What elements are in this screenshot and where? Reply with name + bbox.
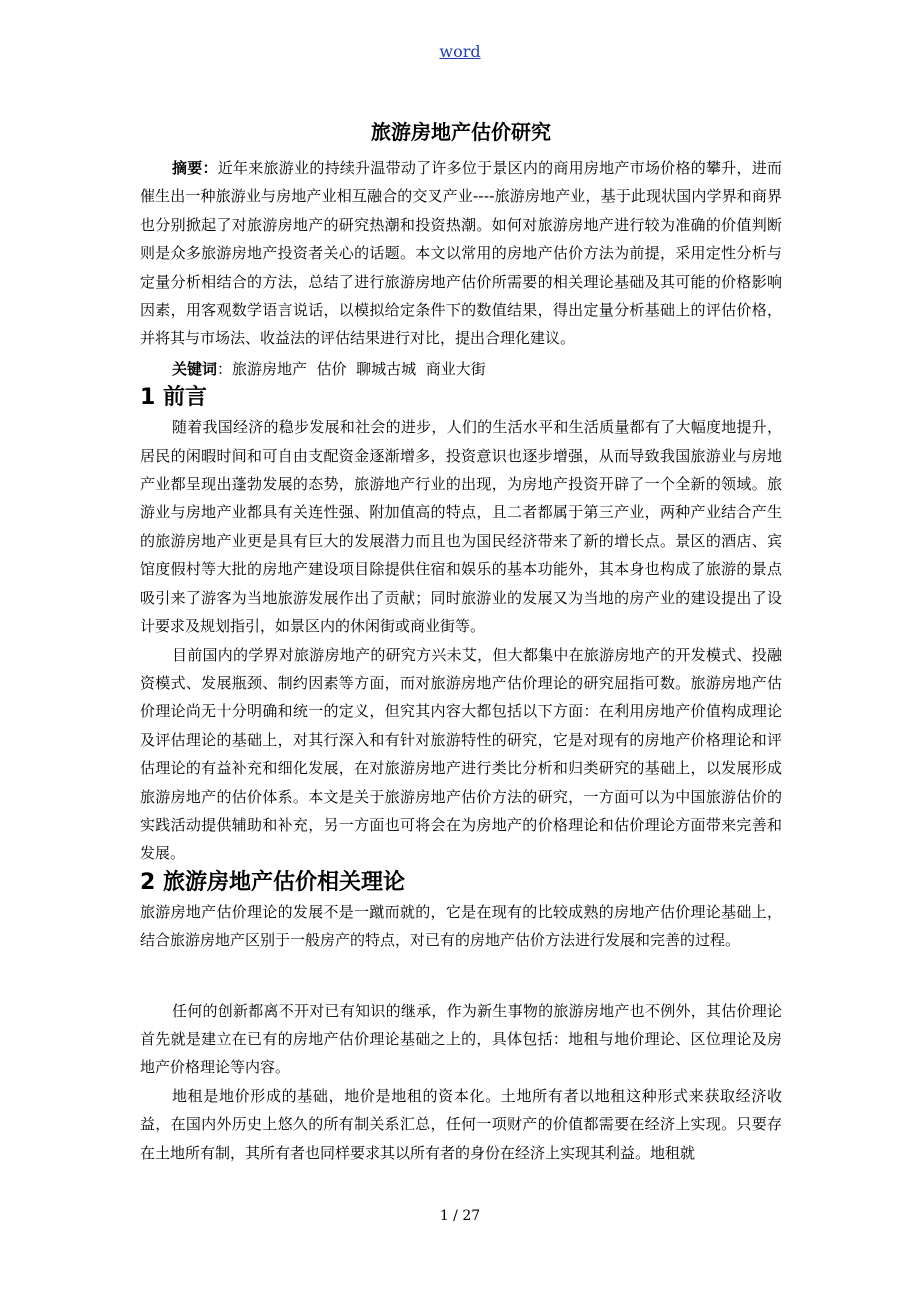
keyword-item: 聊城古城 <box>356 359 417 378</box>
section1-paragraph: 目前国内的学界对旅游房地产的研究方兴未艾，但大都集中在旅游房地产的开发模式、投融资模式、发展瓶颈、制约因素等方面，而对旅游房地产估价理论的研究屈指可数。旅游房地产估价理论尚无十分明确和统一的定义，但究其内容大都包括以下方面：在利用房地产价值构成理论及评估理论的基础上，对其行深入和有针对旅游特性的研究，它是对现有的房地产价格理论和评估理论的有益补充和细化发展，在对旅游房地产进行类比分析和归类研究的基础上，以发展形成旅游房地产的估价体系。本文是关于旅游房地产估价方法的研究，一方面可以为中国旅游估价的实践活动提供辅助和补充，另一方面也可将会在为房地产的价格理论和估价理论方面带来完善和发展。 <box>140 645 782 863</box>
keyword-item: 旅游房地产 <box>232 359 308 378</box>
abstract-paragraph <box>140 154 782 353</box>
keyword-item: 商业大街 <box>425 359 486 378</box>
section1-paragraph: 随着我国经济的稳步发展和社会的进步，人们的生活水平和生活质量都有了大幅度地提升，居民的闲暇时间和可自由支配资金逐渐增多，投资意识也逐步增强，从而导致我国旅游业与房地产业都呈现出蓬勃发展的态势，旅游地产行业的出现，为房地产投资开辟了一个全新的领域。旅游业与房地产业都具有关连性强、附加值高的特点，且二者都属于第三产业，两种产业结合产生的旅游房地产业更是具有巨大的发展潜力而且也为国民经济带来了新的增长点。景区的酒店、宾馆度假村等大批的房地产建设项目除提供住宿和娱乐的基本功能外，其本身也构成了旅游的景点吸引来了游客为当地旅游发展作出了贡献；同时旅游业的发展又为当地的房产业的建设提出了设计要求及规划指引，如景区内的休闲街或商业街等。 <box>140 418 782 636</box>
section2-paragraph: 地租是地价形成的基础，地价是地租的资本化。土地所有者以地租这种形式来获取经济收益，在国内外历史上悠久的所有制关系汇总，任何一项财产的价值都需要在经济上实现。只要存在土地所有制，其所有者也同样要求其以所有者的身份在经济上实现其利益。地租就 <box>140 1086 782 1162</box>
section2-intro-paragraph: 旅游房地产估价理论的发展不是一蹴而就的，它是在现有的比较成熟的房地产估价理论基础上，结合旅游房地产区别于一般房产的特点，对已有的房地产估价方法进行发展和完善的过程。 <box>140 902 782 950</box>
document-body <box>140 118 782 1167</box>
abstract-text: 近年来旅游业的持续升温带动了许多位于景区内的商用房地产市场价格的攀升，进而催生出一种旅游业与房地产业相互融合的交叉产业----旅游房地产业，基于此现状国内学界和商界也分别掀起了对旅游房地产的研究热潮和投资热潮。如何对旅游房地产进行较为准确的价值判断则是众多旅游房地产投资者关心的话题。本文以常用的房地产估价方法为前提，采用定性分析与定量分析相结合的方法，总结了进行旅游房地产估价所需要的相关理论基础及其可能的价格影响因素，用客观数学语言说话，以模拟给定条件下的数值结果，得出定量分析基础上的评估价格，并将其与市场法、收益法的评估结果进行对比，提出合理化建议。 <box>140 159 782 348</box>
document-title: 旅游房地产估价研究 <box>371 120 551 144</box>
keywords-line <box>140 355 782 383</box>
section2-paragraph: 任何的创新都离不开对已有知识的继承，作为新生事物的旅游房地产也不例外，其估价理论首先就是建立在已有的房地产估价理论基础之上的，具体包括：地租与地价理论、区位理论及房地产价格理论等内容。 <box>140 1001 782 1077</box>
section-heading-2: 2 旅游房地产估价相关理论 <box>140 869 405 895</box>
page-number: 1 / 27 <box>439 1208 481 1224</box>
paragraph-spacer <box>140 955 782 997</box>
section-heading-1: 1 前言 <box>140 385 207 411</box>
keywords-label: 关键词 <box>172 359 218 378</box>
header-word-link[interactable]: word <box>439 42 481 61</box>
abstract-label: 摘要： <box>172 159 218 177</box>
keyword-item: 估价 <box>316 359 347 378</box>
keywords-colon: ： <box>217 359 233 378</box>
